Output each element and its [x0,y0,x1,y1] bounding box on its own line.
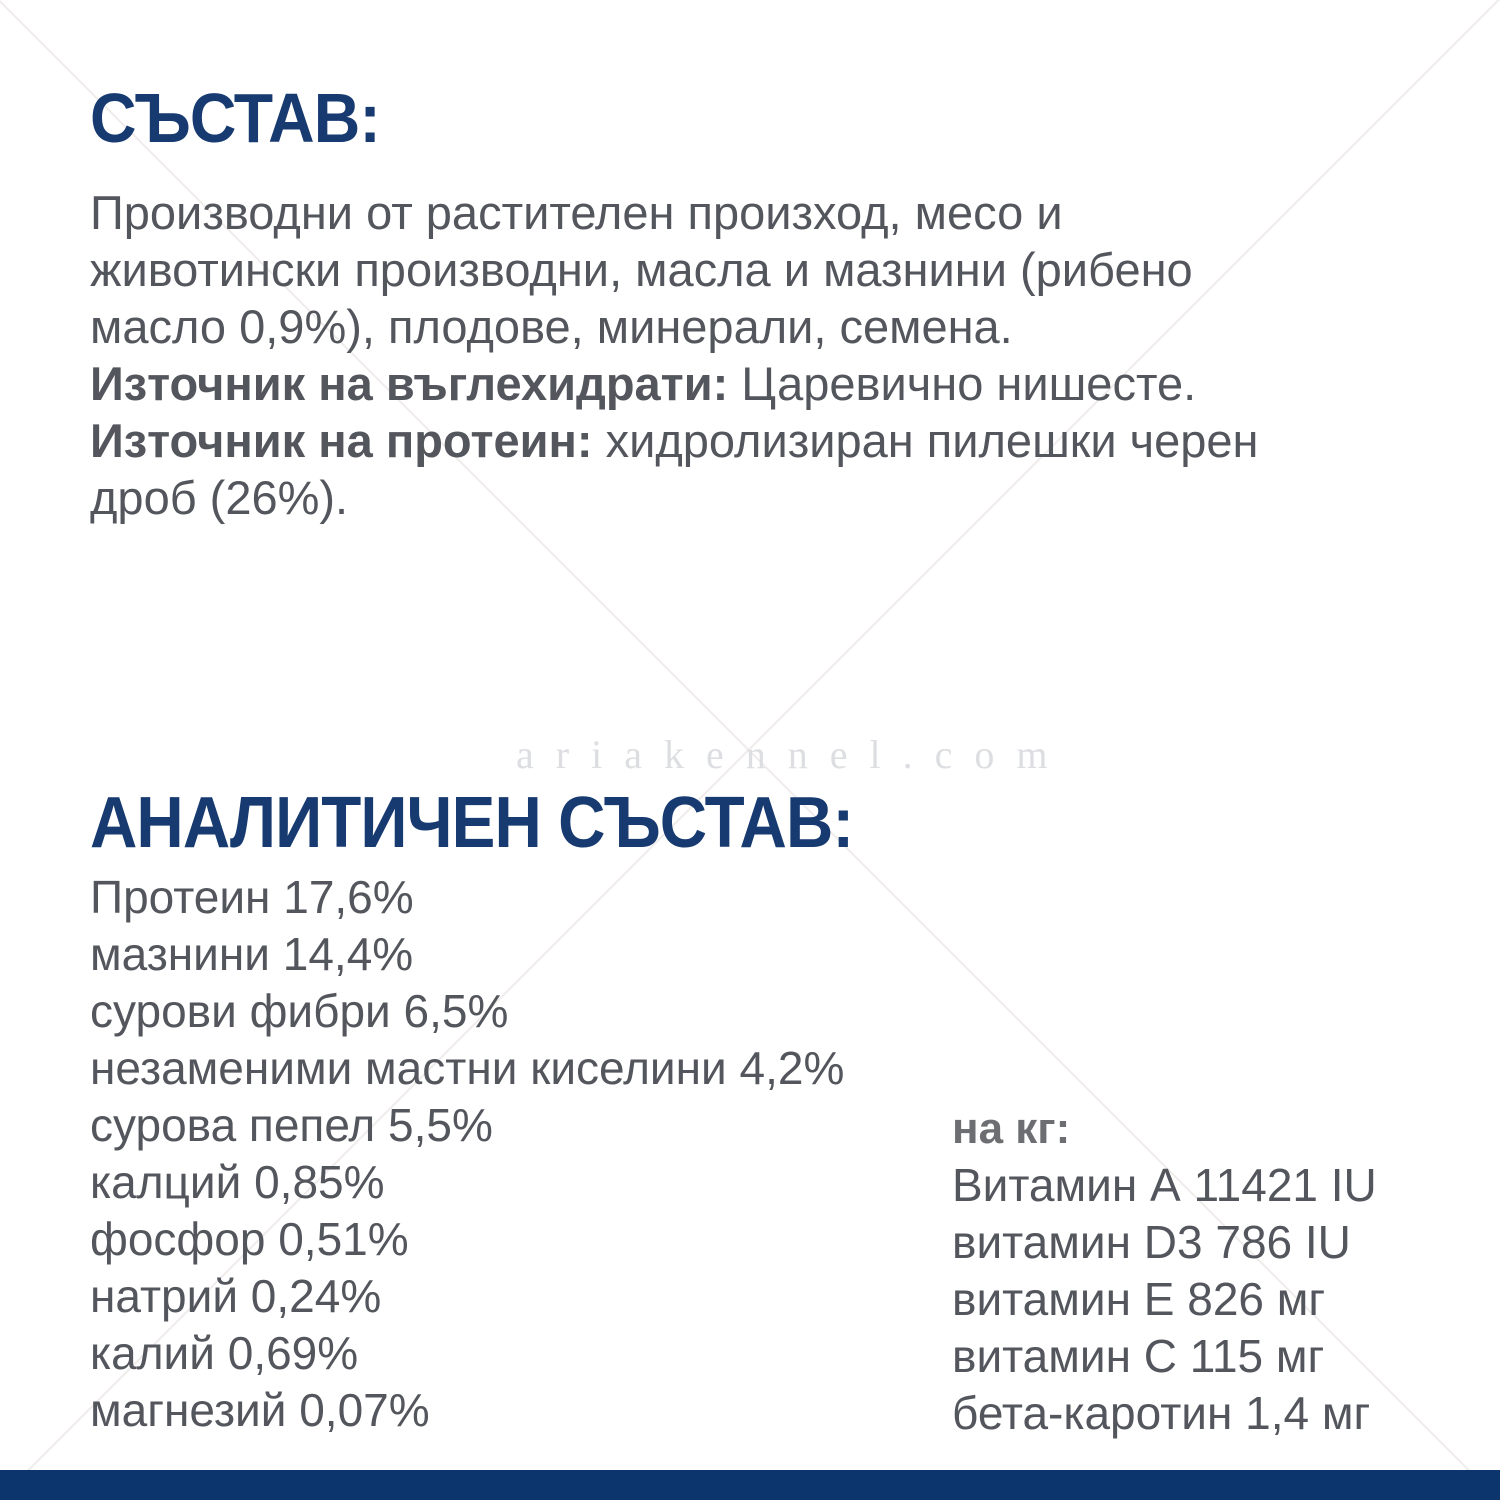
composition-line [90,184,1259,241]
footer-bar [0,1470,1500,1500]
analytical-item: сурови фибри 6,5% [90,985,509,1037]
composition-line [90,298,1259,355]
per-kg-item: витамин Е 826 мг [952,1273,1326,1325]
composition-line-text: хидролизиран пилешки черен [592,414,1259,467]
protein-source-label: Източник на протеин: [90,414,593,467]
per-kg-item: витамин С 115 мг [952,1330,1325,1382]
analytical-item: мазнини 14,4% [90,928,414,980]
per-kg-item: Витамин А 11421 IU [952,1159,1377,1211]
analytical-item: калций 0,85% [90,1156,385,1208]
composition-line-text: Производни от растителен произход, месо и [90,186,1063,239]
composition-line [90,412,1259,469]
composition-line [90,469,1259,526]
carb-source-label: Източник на въглехидрати: [90,357,729,410]
composition-heading: СЪСТАВ: [90,79,380,157]
analytical-item: Протеин 17,6% [90,871,414,923]
per-kg-item: витамин D3 786 IU [952,1216,1351,1268]
analytical-heading: АНАЛИТИЧЕН СЪСТАВ: [90,783,854,863]
composition-line-text: масло 0,9%), плодове, минерали, семена. [90,300,1013,353]
per-kg-item: бета-каротин 1,4 мг [952,1387,1371,1439]
per-kg-block [952,1100,1377,1442]
composition-line-text: дроб (26%). [90,471,349,524]
analytical-item: магнезий 0,07% [90,1384,430,1436]
analytical-item: фосфор 0,51% [90,1213,409,1265]
composition-line [90,241,1259,298]
analytical-item: калий 0,69% [90,1327,359,1379]
watermark-text: ariakennel.com [516,732,1070,777]
analytical-item: сурова пепел 5,5% [90,1099,493,1151]
analytical-list [90,869,844,1439]
analytical-item: натрий 0,24% [90,1270,382,1322]
analytical-item: незаменими мастни киселини 4,2% [90,1042,845,1094]
composition-line-text: животински производни, масла и мазнини (рибено [90,243,1193,296]
composition-paragraph [90,184,1259,526]
per-kg-heading: на кг: [952,1104,1071,1153]
composition-line-text: Царевично нишесте. [728,357,1197,410]
composition-line [90,355,1259,412]
